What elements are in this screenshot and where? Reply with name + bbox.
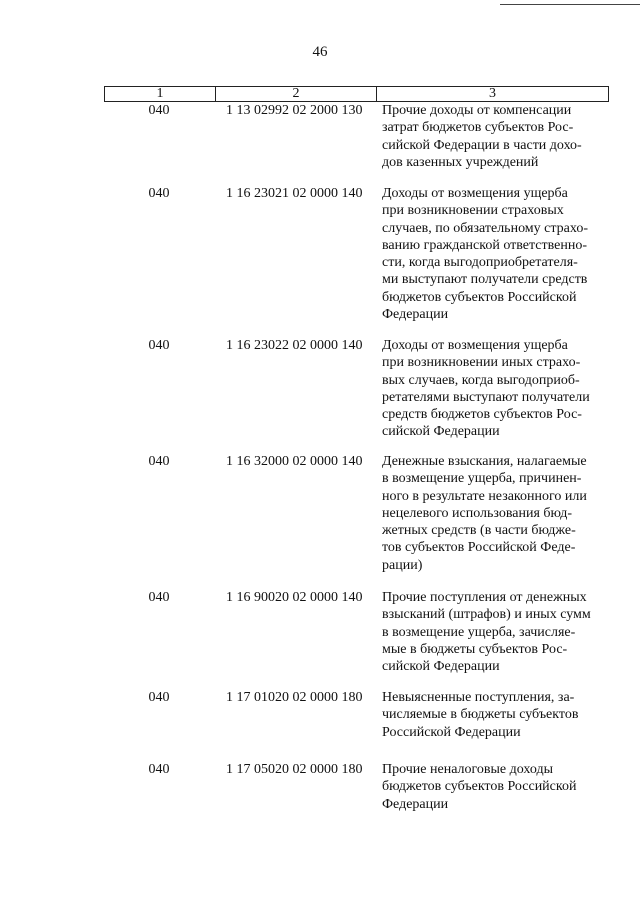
- description-line: рации): [382, 557, 423, 573]
- description-line: дов казенных учреждений: [382, 154, 539, 170]
- description-line: Федерации: [382, 307, 449, 323]
- budget-classification-code: 1 13 02992 02 2000 130: [226, 103, 363, 118]
- income-description: [382, 102, 607, 171]
- description-line: сти, когда выгодоприобретателя-: [382, 255, 578, 271]
- budget-classification-code: 1 16 32000 02 0000 140: [226, 454, 363, 469]
- description-line: сийской Федерации: [382, 659, 500, 675]
- income-description: [382, 185, 607, 323]
- description-line: Прочие поступления от денежных: [382, 590, 587, 605]
- admin-code: 040: [148, 690, 170, 705]
- header-col-2: 2: [216, 87, 377, 101]
- income-description: [382, 761, 607, 813]
- description-line: Доходы от возмещения ущерба: [382, 338, 568, 353]
- description-line: сийской Федерации в части дохо-: [382, 137, 582, 153]
- description-line: Федерации: [382, 796, 449, 812]
- table-header: [104, 86, 609, 102]
- description-line: затрат бюджетов субъектов Рос-: [382, 120, 574, 136]
- description-line: бюджетов субъектов Российской: [382, 289, 577, 305]
- description-line: случаев, по обязательному страхо-: [382, 220, 589, 236]
- description-line: бюджетов субъектов Российской: [382, 779, 577, 795]
- description-line: в возмещение ущерба, зачисляе-: [382, 624, 576, 640]
- description-line: Российской Федерации: [382, 724, 521, 740]
- admin-code: 040: [148, 103, 170, 118]
- header-col-1: 1: [105, 87, 216, 101]
- description-line: взысканий (штрафов) и иных сумм: [382, 607, 591, 623]
- admin-code: 040: [148, 186, 170, 201]
- description-line: Прочие неналоговые доходы: [382, 762, 554, 777]
- description-line: ванию гражданской ответственно-: [382, 237, 588, 253]
- admin-code: 040: [148, 338, 170, 353]
- budget-classification-code: 1 16 23022 02 0000 140: [226, 338, 363, 353]
- admin-code: 040: [148, 454, 170, 469]
- page-number: 46: [312, 44, 328, 60]
- description-line: средств бюджетов субъектов Рос-: [382, 407, 582, 423]
- description-line: вых случаев, когда выгодоприоб-: [382, 372, 580, 388]
- description-line: ного в результате незаконного или: [382, 488, 587, 504]
- budget-classification-code: 1 17 01020 02 0000 180: [226, 690, 363, 705]
- description-line: Доходы от возмещения ущерба: [382, 186, 568, 201]
- top-rule: [500, 4, 640, 5]
- budget-classification-code: 1 16 90020 02 0000 140: [226, 590, 363, 605]
- income-description: [382, 589, 607, 675]
- description-line: в возмещение ущерба, причинен-: [382, 471, 582, 487]
- description-line: Денежные взыскания, налагаемые: [382, 454, 587, 469]
- admin-code: 040: [148, 762, 170, 777]
- description-line: при возникновении иных страхо-: [382, 355, 581, 371]
- description-line: тов субъектов Российской Феде-: [382, 540, 576, 556]
- admin-code: 040: [148, 590, 170, 605]
- description-line: нецелевого использования бюд-: [382, 505, 573, 521]
- budget-classification-code: 1 17 05020 02 0000 180: [226, 762, 363, 777]
- description-line: Невыясненные поступления, за-: [382, 690, 575, 705]
- description-line: мые в бюджеты субъектов Рос-: [382, 641, 568, 657]
- description-line: ми выступают получатели средств: [382, 272, 588, 288]
- income-description: [382, 453, 607, 574]
- description-line: ретателями выступают получатели: [382, 389, 590, 405]
- description-line: числяемые в бюджеты субъектов: [382, 707, 579, 723]
- income-description: [382, 337, 607, 441]
- description-line: жетных средств (в части бюдже-: [382, 523, 576, 539]
- header-col-3: 3: [489, 86, 496, 101]
- budget-classification-code: 1 16 23021 02 0000 140: [226, 186, 363, 201]
- income-description: [382, 689, 607, 741]
- description-line: Прочие доходы от компенсации: [382, 103, 572, 118]
- description-line: сийской Федерации: [382, 424, 500, 440]
- description-line: при возникновении страховых: [382, 203, 564, 219]
